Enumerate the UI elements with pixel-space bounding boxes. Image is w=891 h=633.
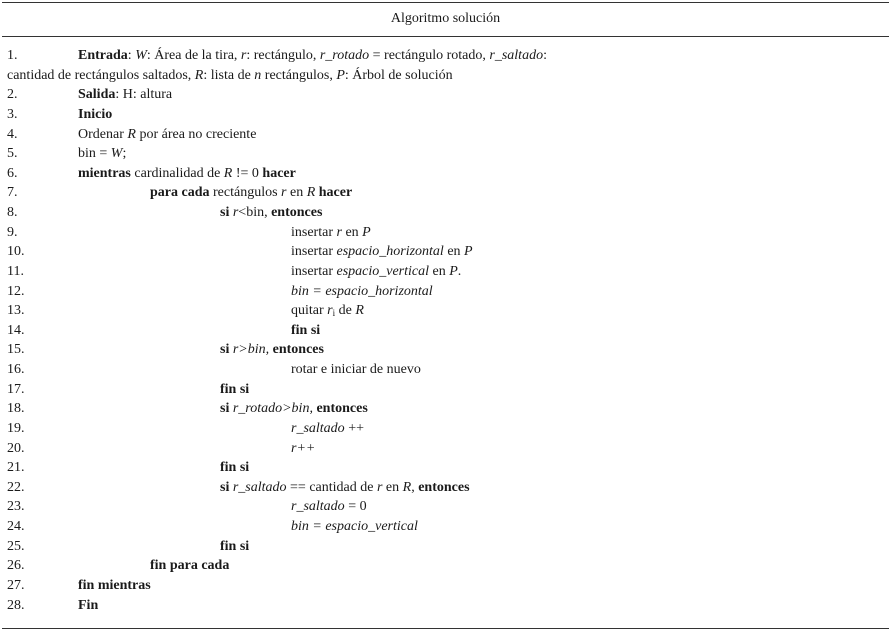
line-fragment: : rectángulo, [246,48,320,63]
line-text [78,125,256,145]
line-fragment: Fin [78,597,99,613]
line-fragment: R [127,126,136,142]
line-fragment: entonces [272,342,324,358]
line-fragment: Entrada [78,48,128,63]
line-fragment: , [411,479,419,495]
line-fragment: mientras [78,165,131,181]
line-fragment: r>bin, [232,342,270,358]
line-text [78,144,126,164]
line-fragment: bin = [78,146,111,162]
line-fragment: si [220,205,230,221]
line-fragment: != 0 [232,165,263,181]
line-fragment: fin si [220,460,250,476]
line-text [220,340,324,360]
line-text [150,556,229,576]
line-fragment: : Árbol de solución [344,67,453,83]
line-number: 26. [7,558,25,574]
line-number: 7. [7,185,18,201]
line-fragment: : Área de la tira, [146,48,241,63]
line-text [291,262,461,282]
line-fragment: si [220,342,230,358]
bottom-rule [2,628,889,629]
line-fragment: en [286,185,307,201]
line-fragment: W [135,48,147,63]
line-fragment: R [306,185,316,201]
line-text [78,164,296,184]
line-text [291,360,421,380]
line-text [220,203,322,223]
line-text [7,66,453,86]
line-fragment: cantidad de rectángulos saltados, [7,67,195,83]
line-fragment: en [429,263,450,279]
line-number: 15. [7,342,25,358]
line-number: 2. [7,87,18,103]
line-fragment: insertar [291,224,337,240]
line-fragment: = rectángulo rotado, [369,48,490,63]
line-number: 27. [7,578,25,593]
line-fragment: rectángulos, [261,67,337,83]
line-fragment: fin para cada [150,558,230,574]
line-text [78,105,112,125]
line-fragment: == cantidad de [286,479,377,495]
line-text [291,242,473,262]
line-fragment: r_rotado>bin, [232,401,313,417]
line-fragment: n [254,67,262,83]
line-fragment: : H: altura [115,87,173,103]
line-number: 3. [7,106,18,122]
line-text [220,399,368,419]
line-fragment: hacer [318,185,353,201]
line-number: 1. [7,48,18,63]
line-fragment: en [382,479,403,495]
line-text [291,497,367,517]
line-fragment: r [336,224,342,240]
line-fragment: r [281,185,287,201]
line-number: 25. [7,538,25,554]
line-fragment: r_saltado [489,48,544,63]
line-fragment: r [376,479,383,495]
line-number: 12. [7,283,25,299]
line-number: 23. [7,499,25,515]
line-text [220,380,249,400]
line-number: 8. [7,205,18,221]
line-fragment: insertar [291,244,337,260]
line-number: 24. [7,519,25,535]
line-fragment: P [336,67,345,83]
line-number: 19. [7,420,25,436]
line-fragment: <bin, [238,205,272,221]
line-fragment: fin si [220,538,250,554]
line-fragment: r_saltado [232,479,287,495]
line-fragment: bin = espacio_horizontal [291,283,433,299]
line-number: 16. [7,362,25,378]
line-fragment: espacio_vertical [336,263,430,279]
line-fragment: r [240,48,247,63]
line-fragment: hacer [262,165,296,181]
line-fragment: entonces [271,205,323,221]
line-number: 6. [7,165,18,181]
line-fragment: . [457,263,462,279]
line-fragment: i [332,308,336,319]
line-fragment: quitar [291,303,328,319]
line-fragment: si [220,401,230,417]
line-fragment: r [232,205,239,221]
line-text [220,478,470,498]
line-fragment: : [127,48,136,63]
line-text [291,321,320,341]
line-fragment: R [194,67,204,83]
line-number: 14. [7,322,25,338]
line-fragment: entonces [418,479,470,495]
line-number: 4. [7,126,18,142]
line-number: 11. [7,263,24,279]
line-number: 20. [7,440,25,456]
line-fragment: R [223,165,233,181]
line-fragment: rectángulos [209,185,282,201]
line-fragment: r_saltado [291,499,345,515]
line-fragment: r [327,303,333,319]
line-number: 21. [7,460,25,476]
line-fragment: fin si [220,381,250,397]
line-number: 18. [7,401,25,417]
line-fragment: ++ [344,420,364,436]
line-number: 28. [7,597,25,613]
line-fragment: fin mientras [78,578,151,593]
line-fragment: en [443,244,465,260]
line-fragment: rotar e iniciar de nuevo [291,362,421,378]
line-fragment: r_saltado [291,420,345,436]
line-text [78,596,98,616]
line-fragment: P [449,263,458,279]
line-fragment: r_rotado [319,48,370,63]
line-fragment: de [335,303,356,319]
line-text [78,576,151,596]
line-fragment: entonces [316,401,368,417]
line-fragment: R [355,303,364,319]
line-fragment: si [220,479,230,495]
line-fragment: insertar [291,263,337,279]
line-fragment: por área no creciente [135,126,257,142]
line-number: 13. [7,303,25,319]
line-text [291,517,418,537]
line-fragment: R [402,479,412,495]
line-text [150,183,352,203]
line-fragment: P [464,244,473,260]
line-number: 17. [7,381,25,397]
line-text [291,419,364,439]
line-fragment: Salida [78,87,116,103]
line-fragment: bin = espacio_vertical [291,519,418,535]
line-fragment: para cada [150,185,210,201]
line-fragment: ; [122,146,127,162]
line-text [78,46,547,66]
line-fragment: : [543,48,547,63]
line-fragment: cardinalidad de [130,165,224,181]
line-fragment: P [362,224,371,240]
line-text [220,458,249,478]
line-fragment: : lista de [203,67,255,83]
line-fragment: Ordenar [78,126,128,142]
line-text [220,537,249,557]
line-text [291,439,315,459]
line-number: 10. [7,244,25,260]
line-fragment: = 0 [344,499,367,515]
line-fragment: W [110,146,123,162]
line-fragment: Inicio [78,106,113,122]
line-fragment: r++ [291,440,316,456]
line-text [78,85,172,105]
line-number: 22. [7,479,25,495]
line-number: 9. [7,224,18,240]
line-text [291,282,433,302]
line-fragment: espacio_horizontal [336,244,444,260]
line-fragment: en [341,224,363,240]
line-number: 5. [7,146,18,162]
header-rule [2,36,889,37]
line-fragment: fin si [291,322,321,338]
line-text [291,223,371,243]
top-rule [2,2,889,3]
table-title: Algoritmo solución [390,11,501,26]
